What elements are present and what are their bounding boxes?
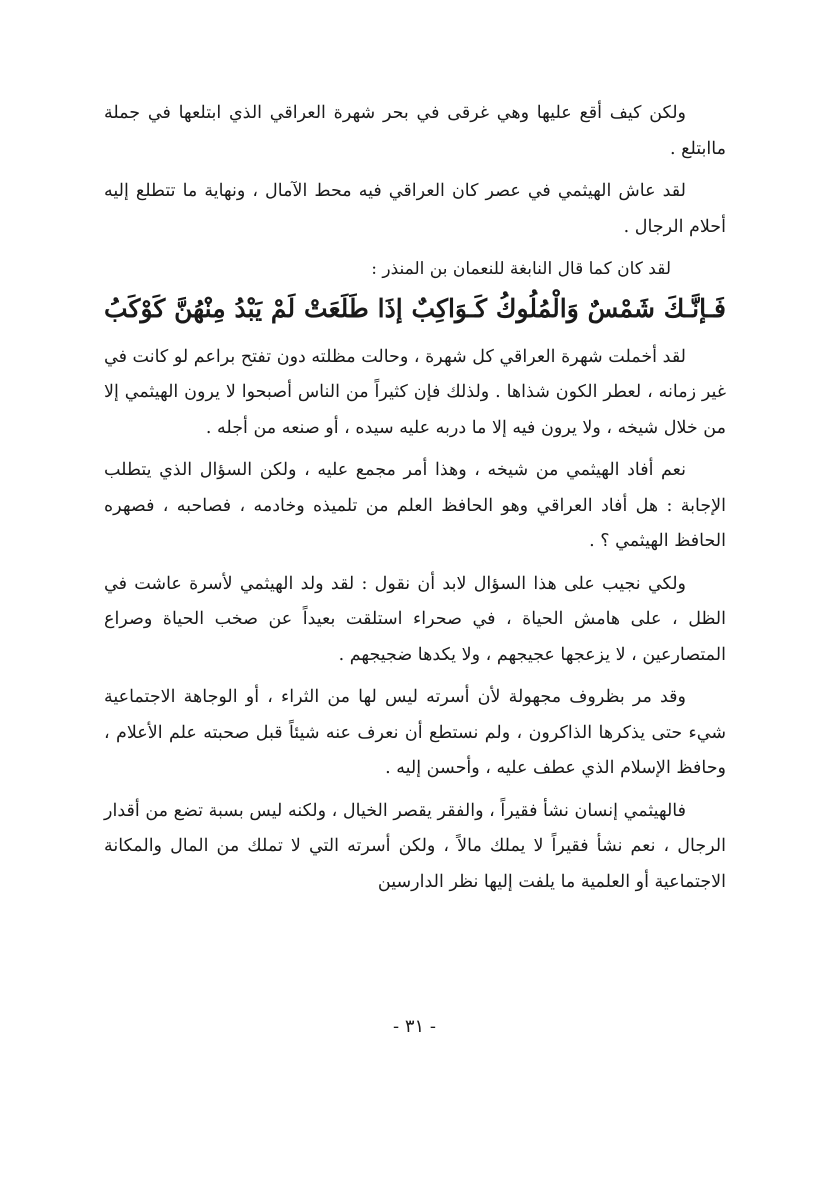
paragraph-1: ولكن كيف أقع عليها وهي غرقى في بحر شهرة العراقي الذي ابتلعها في جملة ماابتلع . [104,103,726,159]
verse-introduction: لقد كان كما قال النابغة للنعمان بن المنذر : [371,259,671,279]
paragraph-2: لقد عاش الهيثمي في عصر كان العراقي فيه محط الآمال ، ونهاية ما تتطلع إليه أحلام الرجال . [104,181,726,237]
paragraph-8: فالهيثمي إنسان نشأ فقيراً ، والفقر يقصر الخيال ، ولكنه ليس بسبة تضع من أقدار الرجال ، نعم نشأ فقيراً لا يملك مالاً ، ولكن أسرته التي لا تملك من المال والمكانة الاجتماعية أو العلمية ما يلفت إليها نظر الدارسين [104,800,726,892]
page-number: - ٣١ - [393,1016,436,1037]
poetry-verse: فَـإنَّـكَ شَمْسٌ وَالْمُلُوكُ كَـوَاكِبٌ إذَا طَلَعَتْ لَمْ يَبْدُ مِنْهُنَّ كَوْكَبُ [104,293,726,323]
paragraph-4: لقد أخملت شهرة العراقي كل شهرة ، وحالت مظلته دون تفتح براعم لو كانت في غير زمانه ، لعطر الكون شذاها . ولذلك فإن كثيراً من الناس أصبحوا لا يرون الهيثمي إلا من خلال شيخه ، ولا يرون فيه إلا ما دربه عليه سيده ، أو صنعه من أجله . [104,346,726,438]
paragraph-7: وقد مر بظروف مجهولة لأن أسرته ليس لها من الثراء ، أو الوجاهة الاجتماعية شيء حتى يذكرها الذاكرون ، ولم نستطع أن نعرف عنه شيئاً قبل صحبته علم الأعلام ، وحافظ الإسلام الذي عطف عليه ، وأحسن إليه . [104,687,726,778]
paragraph-5: نعم أفاد الهيثمي من شيخه ، وهذا أمر مجمع عليه ، ولكن السؤال الذي يتطلب الإجابة : هل أفاد العراقي وهو الحافظ العلم من تلميذه وخادمه ، فصاحبه ، فصهره الحافظ الهيثمي ؟ . [104,460,726,551]
body-text [104,96,726,907]
paragraph-6: ولكي نجيب على هذا السؤال لابد أن نقول : لقد ولد الهيثمي لأسرة عاشت في الظل ، على هامش الحياة ، في صحراء استلقت بعيداً عن صخب الحياة وصراع المتصارعين ، لا يزعجها عجيجهم ، ولا يكدها ضجيجهم . [104,573,726,665]
